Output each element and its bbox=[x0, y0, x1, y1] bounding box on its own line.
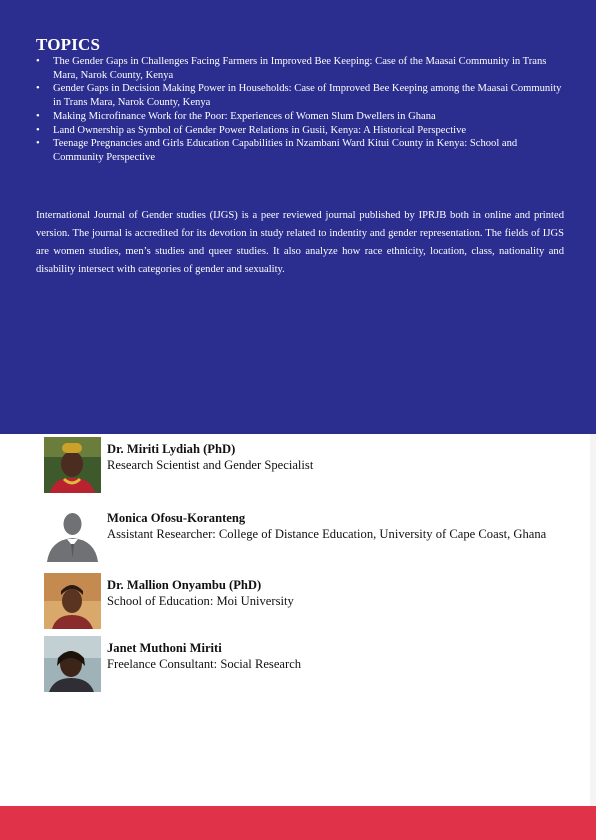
footer-bar bbox=[0, 806, 596, 840]
author-name: Monica Ofosu-Koranteng bbox=[107, 511, 246, 525]
topic-text: Teenage Pregnancies and Girls Education Capabilities in Nzambani Ward Kitui County in Kenya: School and Community Perspective bbox=[53, 138, 518, 163]
author-role: School of Education: Moi University bbox=[107, 593, 294, 608]
bullet-icon: • bbox=[36, 56, 40, 67]
bullet-icon: • bbox=[36, 124, 40, 136]
topics-list bbox=[36, 55, 564, 165]
author-info bbox=[107, 578, 567, 609]
journal-description: International Journal of Gender studies (IJGS) is a peer reviewed journal published by IPRJB both in online and printed version. The journal is accredited for its devotion in study related to indentity and gender representation. The fields of IJGS are women studies, men’s studies and queer studies. It also analyze how race ethnicity, location, class, nationality and disability intersect with categories of gender and sexuality. bbox=[36, 210, 564, 275]
topic-item bbox=[36, 55, 564, 82]
avatar-placeholder-icon bbox=[44, 506, 101, 562]
author-name: Dr. Mallion Onyambu (PhD) bbox=[107, 578, 262, 592]
topics-heading: TOPICS bbox=[36, 35, 101, 54]
author-name: Janet Muthoni Miriti bbox=[107, 641, 222, 655]
author-name: Dr. Miriti Lydiah (PhD) bbox=[107, 442, 236, 456]
bullet-icon: • bbox=[36, 110, 40, 122]
author-card bbox=[44, 506, 574, 562]
author-role: Research Scientist and Gender Specialist bbox=[107, 457, 314, 472]
author-info bbox=[107, 511, 567, 542]
author-card bbox=[44, 437, 574, 493]
author-photo bbox=[44, 506, 101, 562]
topic-text: Making Microfinance Work for the Poor: Experiences of Women Slum Dwellers in Ghana bbox=[53, 110, 436, 122]
author-photo bbox=[44, 636, 101, 692]
edge-strip bbox=[590, 434, 596, 806]
topic-text: The Gender Gaps in Challenges Facing Farmers in Improved Bee Keeping: Case of the Maasai Community in Trans Mara, Narok County, Kenya bbox=[53, 56, 547, 81]
author-info bbox=[107, 641, 567, 672]
topic-text: Land Ownership as Symbol of Gender Power Relations in Gusii, Kenya: A Historical Perspective bbox=[53, 124, 467, 136]
author-role: Assistant Researcher: College of Distance Education, University of Cape Coast, Ghana bbox=[107, 526, 547, 541]
topic-item bbox=[36, 110, 564, 124]
author-role: Freelance Consultant: Social Research bbox=[107, 656, 302, 671]
topic-item bbox=[36, 82, 564, 109]
author-info bbox=[107, 442, 567, 473]
bullet-icon: • bbox=[36, 138, 40, 150]
topic-item bbox=[36, 137, 564, 164]
author-card bbox=[44, 573, 574, 629]
author-photo bbox=[44, 573, 101, 629]
bullet-icon: • bbox=[36, 83, 40, 95]
topic-item bbox=[36, 124, 564, 138]
author-card bbox=[44, 636, 574, 692]
author-photo bbox=[44, 437, 101, 493]
topic-text: Gender Gaps in Decision Making Power in Households: Case of Improved Bee Keeping among the Maasai Community in Trans Mara, Narok County, Kenya bbox=[53, 83, 562, 109]
